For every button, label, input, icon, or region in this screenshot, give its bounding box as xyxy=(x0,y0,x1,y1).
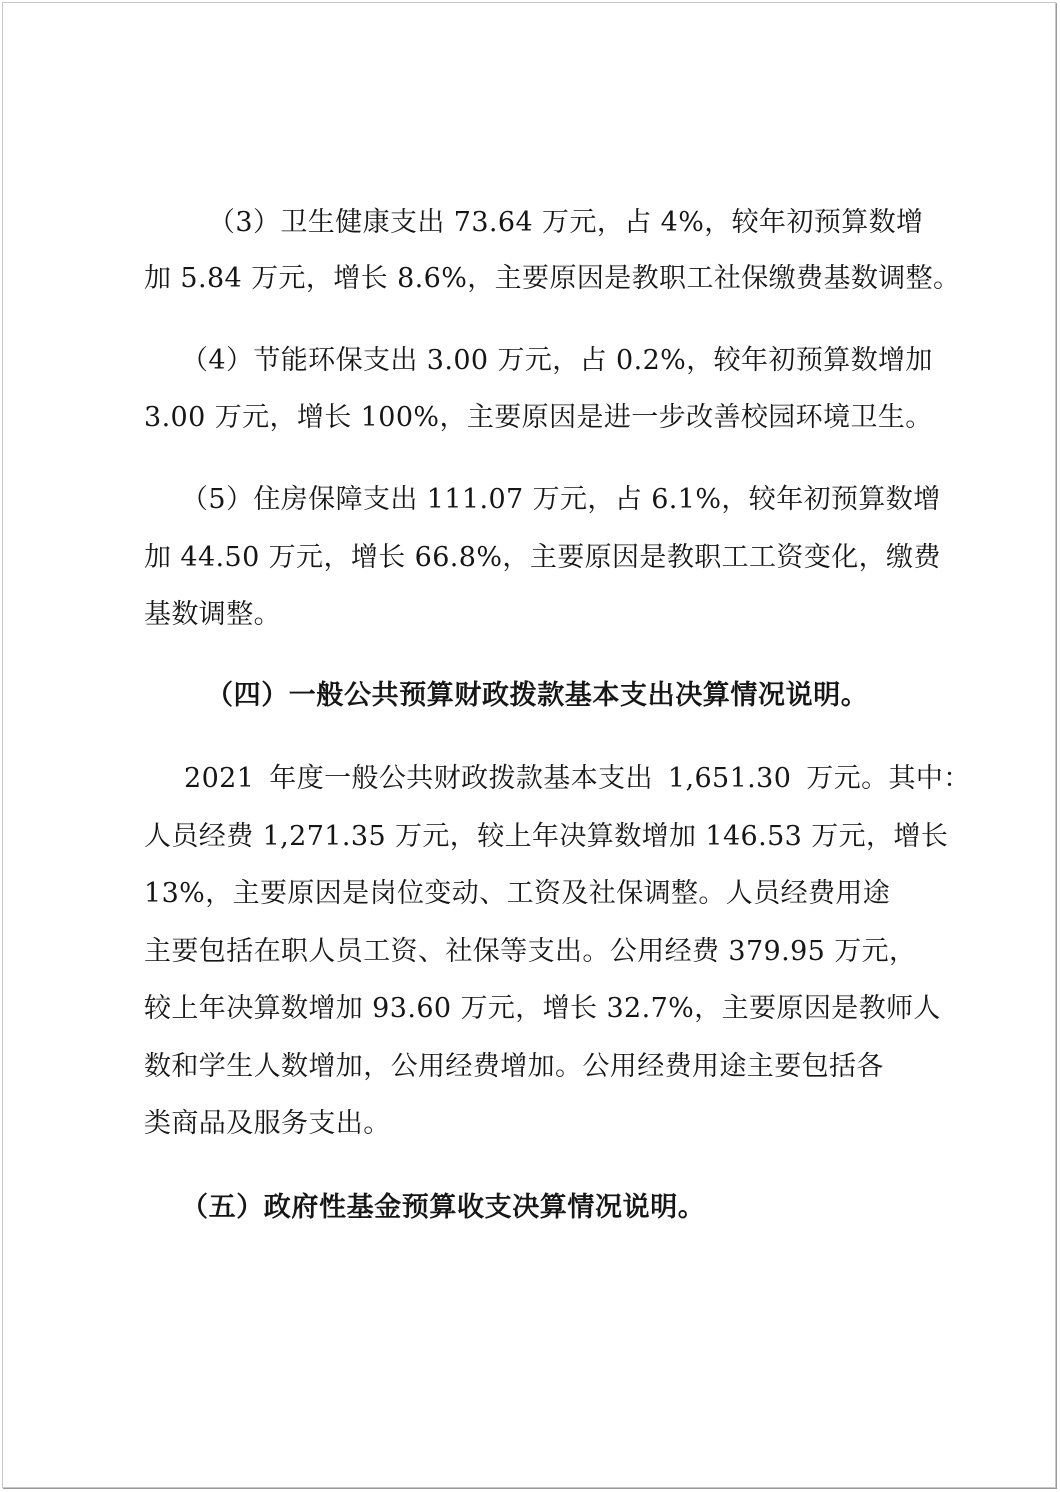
paragraph-line: 较上年决算数增加 93.60 万元，增长 32.7%，主要原因是教师人 xyxy=(144,993,941,1024)
paragraph-line: 加 44.50 万元，增长 66.8%，主要原因是教职工工资变化，缴费 xyxy=(144,542,941,573)
paragraph-line: 2021 年度一般公共财政拨款基本支出 1,651.30 万元。其中： xyxy=(184,763,971,794)
paragraph-line: 加 5.84 万元，增长 8.6%，主要原因是教职工社保缴费基数调整。 xyxy=(144,263,961,294)
paragraph-line: 人员经费 1,271.35 万元，较上年决算数增加 146.53 万元，增长 xyxy=(144,821,949,852)
paragraph-line: （5）住房保障支出 111.07 万元，占 6.1%，较年初预算数增 xyxy=(181,484,941,515)
paragraph-line: （3）卫生健康支出 73.64 万元，占 4%，较年初预算数增 xyxy=(208,207,924,238)
paragraph-line: 13%，主要原因是岗位变动、工资及社保调整。人员经费用途 xyxy=(144,878,891,909)
paragraph-line: 数和学生人数增加，公用经费增加。公用经费用途主要包括各 xyxy=(144,1051,884,1082)
paragraph-line: 基数调整。 xyxy=(144,599,281,630)
paragraph-line: 主要包括在职人员工资、社保等支出。公用经费 379.95 万元， xyxy=(144,936,917,967)
paragraph-line: 3.00 万元，增长 100%，主要原因是进一步改善校园环境卫生。 xyxy=(144,402,933,433)
document-page xyxy=(2,2,1056,1488)
paragraph-line: （4）节能环保支出 3.00 万元，占 0.2%，较年初预算数增加 xyxy=(181,345,933,376)
section-heading-government-fund: （五）政府性基金预算收支决算情况说明。 xyxy=(181,1192,706,1223)
paragraph-line: 类商品及服务支出。 xyxy=(144,1108,391,1139)
section-heading-basic-expenditure: （四）一般公共预算财政拨款基本支出决算情况说明。 xyxy=(206,680,869,711)
